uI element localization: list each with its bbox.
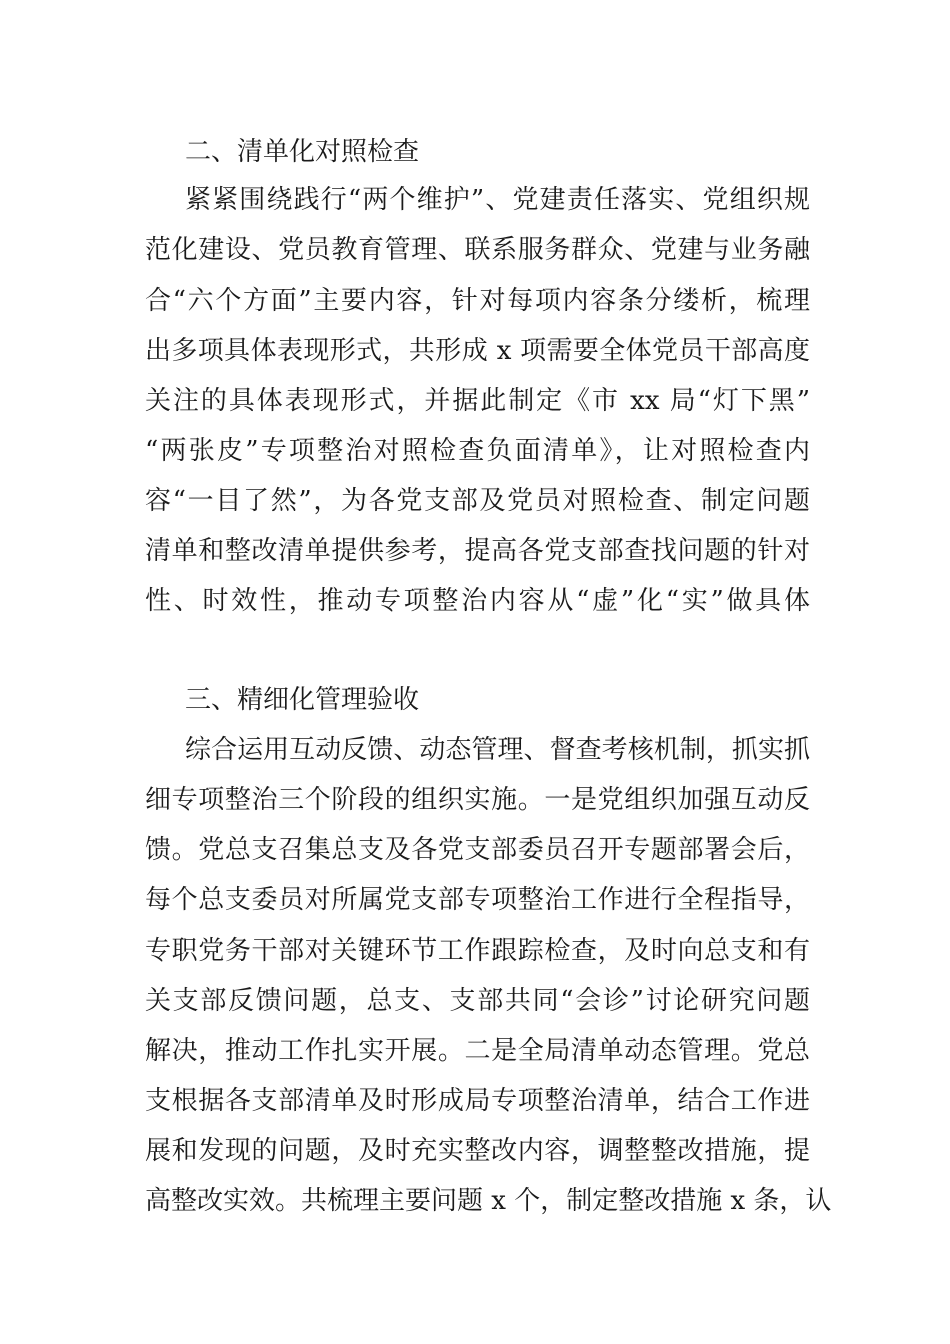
paragraph-line: 合“六个方面”主要内容，针对每项内容条分缕析，梳理 (145, 286, 810, 316)
paragraph-line: 每个总支委员对所属党支部专项整治工作进行全程指导， (145, 885, 810, 915)
paragraph-line: 容“一目了然”，为各党支部及党员对照检查、制定问题 (145, 486, 810, 516)
paragraph-line: 解决，推动工作扎实开展。二是全局清单动态管理。党总 (145, 1036, 810, 1066)
paragraph-line: 清单和整改清单提供参考，提高各党支部查找问题的针对 (145, 536, 810, 566)
paragraph-line: 关注的具体表现形式，并据此制定《市 xx 局“灯下黑” (145, 386, 810, 416)
paragraph-line: 紧紧围绕践行“两个维护”、党建责任落实、党组织规 (185, 185, 810, 215)
paragraph-line: 专职党务干部对关键环节工作跟踪检查，及时向总支和有 (145, 936, 810, 966)
paragraph-line: 馈。党总支召集总支及各党支部委员召开专题部署会后， (145, 835, 810, 865)
section-heading-2: 二、清单化对照检查 (185, 137, 420, 167)
paragraph-line: 范化建设、党员教育管理、联系服务群众、党建与业务融 (145, 235, 810, 265)
paragraph-line: 性、时效性，推动专项整治内容从“虚”化“实”做具体 (145, 586, 810, 616)
paragraph-line: 关支部反馈问题，总支、支部共同“会诊”讨论研究问题 (145, 986, 810, 1016)
paragraph-line: 高整改实效。共梳理主要问题 x 个，制定整改措施 x 条，认 (145, 1186, 832, 1216)
paragraph-line: 展和发现的问题，及时充实整改内容，调整整改措施，提 (145, 1136, 810, 1166)
section-heading-3: 三、精细化管理验收 (185, 685, 420, 715)
paragraph-line: 细专项整治三个阶段的组织实施。一是党组织加强互动反 (145, 785, 810, 815)
paragraph-line: 支根据各支部清单及时形成局专项整治清单，结合工作进 (145, 1086, 810, 1116)
paragraph-line: 出多项具体表现形式，共形成 x 项需要全体党员干部高度 (145, 336, 810, 366)
paragraph-line: “两张皮”专项整治对照检查负面清单》，让对照检查内 (145, 436, 810, 466)
paragraph-line: 综合运用互动反馈、动态管理、督查考核机制，抓实抓 (185, 735, 810, 765)
